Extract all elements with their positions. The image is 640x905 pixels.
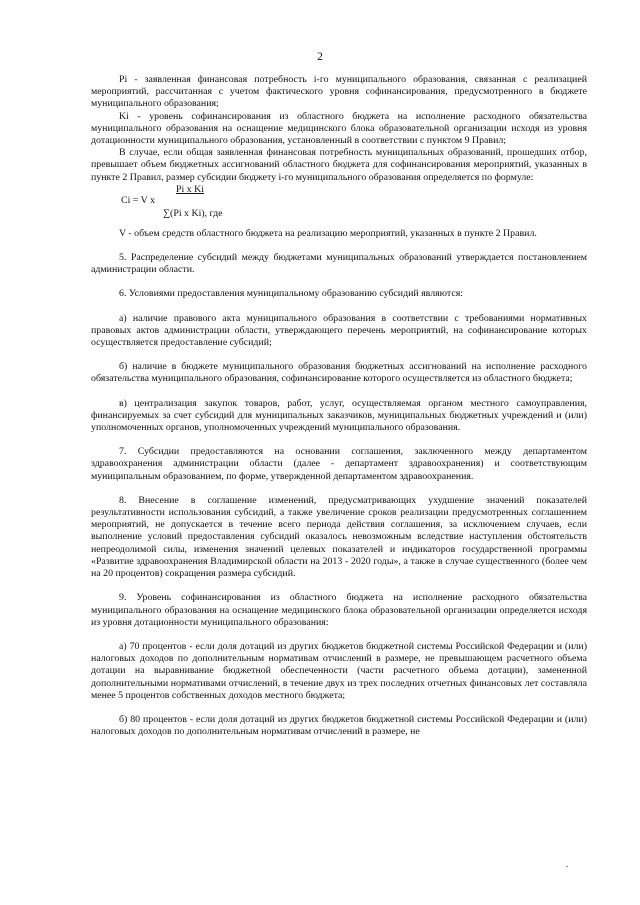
paragraph-pi-definition: Pi - заявленная финансовая потребность i-го муниципального образования, связанная с реализацией мероприятий, рассчитанная с учетом фактического уровня софинансирования, предусмотренного в бюджете муниципального образования; <box>91 74 587 110</box>
paragraph-9a: а) 70 процентов - если доля дотаций из других бюджетов бюджетной системы Российской Федерации и (или) налоговых доходов по дополнительным нормативам отчислений в размере, не превышающем расчетного объема дотации на выравнивание бюджетной обеспеченности (части расчетного объема дотации), замененной дополнительными нормативами отчислений, в течение двух из трех последних отчетных финансовых лет составляла менее 5 процентов собственных доходов местного бюджета; <box>91 640 587 701</box>
scan-speck <box>566 866 568 867</box>
formula-lhs: Ci = V x <box>121 194 156 206</box>
paragraph-8: 8. Внесение в соглашение изменений, предусматривающих ухудшение значений показателей результативности использования субсидий, а также увеличение сроков реализации предусмотренных соглашением мероприятий, не допускается в течение всего периода действия соглашения, за исключением случаев, если выполнение условий предоставления субсидий оказалось невозможным вследствие наступления обстоятельств непреодолимой силы, изменения значений целевых показателей и индикаторов государственной программы «Развитие здравоохранения Владимирской области на 2013 - 2020 годы», а также в случае существенного (более чем на 20 процентов) сокращения размера субсидий. <box>91 494 587 580</box>
paragraph-6a: а) наличие правового акта муниципального образования в соответствии с требованиями нормативных правовых актов администрации области, утверждающего перечень мероприятий, на софинансирование которых осуществляется предоставление субсидий; <box>91 312 587 349</box>
paragraph-5: 5. Распределение субсидий между бюджетами муниципальных образований утверждается постановлением администрации области. <box>91 252 587 276</box>
paragraph-6b: б) наличие в бюджете муниципального образования бюджетных ассигнований на исполнение расходного обязательства муниципального образования, софинансирование которого осуществляется из областного бюджета; <box>91 361 587 385</box>
document-body <box>91 74 587 738</box>
formula-denominator: ∑(Pi x Ki), где <box>163 207 223 219</box>
paragraph-6c: в) централизация закупок товаров, работ, услуг, осуществляемая органом местного самоуправления, финансируемых за счет субсидий для муниципальных заказчиков, муниципальных бюджетных учреждений и (или) уполномоченных органов, уполномоченных учреждений муниципального образования. <box>91 397 587 434</box>
formula-numerator: Pi x Ki <box>176 183 204 195</box>
paragraph-9b: б) 80 процентов - если доля дотаций из других бюджетов бюджетной системы Российской Федерации и (или) налоговых доходов по дополнительным нормативам отчислений в размере, не <box>91 713 587 738</box>
paragraph-9: 9. Уровень софинансирования из областного бюджета на исполнение расходного обязательства муниципального образования на оснащение медицинского блока образовательной организации определяется исходя из уровня дотационности муниципального образования: <box>91 592 587 628</box>
paragraph-ki-definition: Ki - уровень софинансирования из областного бюджета на исполнение расходного обязательства муниципального образования на оснащение медицинского блока образовательной организации исходя из уровня дотационности муниципального образования, установленный в соответствии с пунктом 9 Правил; <box>91 110 587 147</box>
paragraph-subsidy-case: В случае, если общая заявленная финансовая потребность муниципальных образований, прошедших отбор, превышает объем бюджетных ассигнований областного бюджета для софинансирования мероприятий, указанных в пункте 2 Правил, размер субсидии бюджету i-го муниципального образования определяется по формуле: <box>91 147 587 183</box>
paragraph-v-definition: V - объем средств областного бюджета на реализацию мероприятий, указанных в пункте 2 Правил. <box>119 227 537 239</box>
page-number: 2 <box>317 51 323 63</box>
paragraph-6: 6. Условиями предоставления муниципальному образованию субсидий являются: <box>119 288 464 300</box>
paragraph-7: 7. Субсидии предоставляются на основании соглашения, заключенного между департаментом здравоохранения администрации области (далее - департамент здравоохранения) и соответствующим муниципальным образованием, по форме, утвержденной департаментом здравоохранения. <box>91 446 587 482</box>
subsidy-formula <box>91 184 587 224</box>
